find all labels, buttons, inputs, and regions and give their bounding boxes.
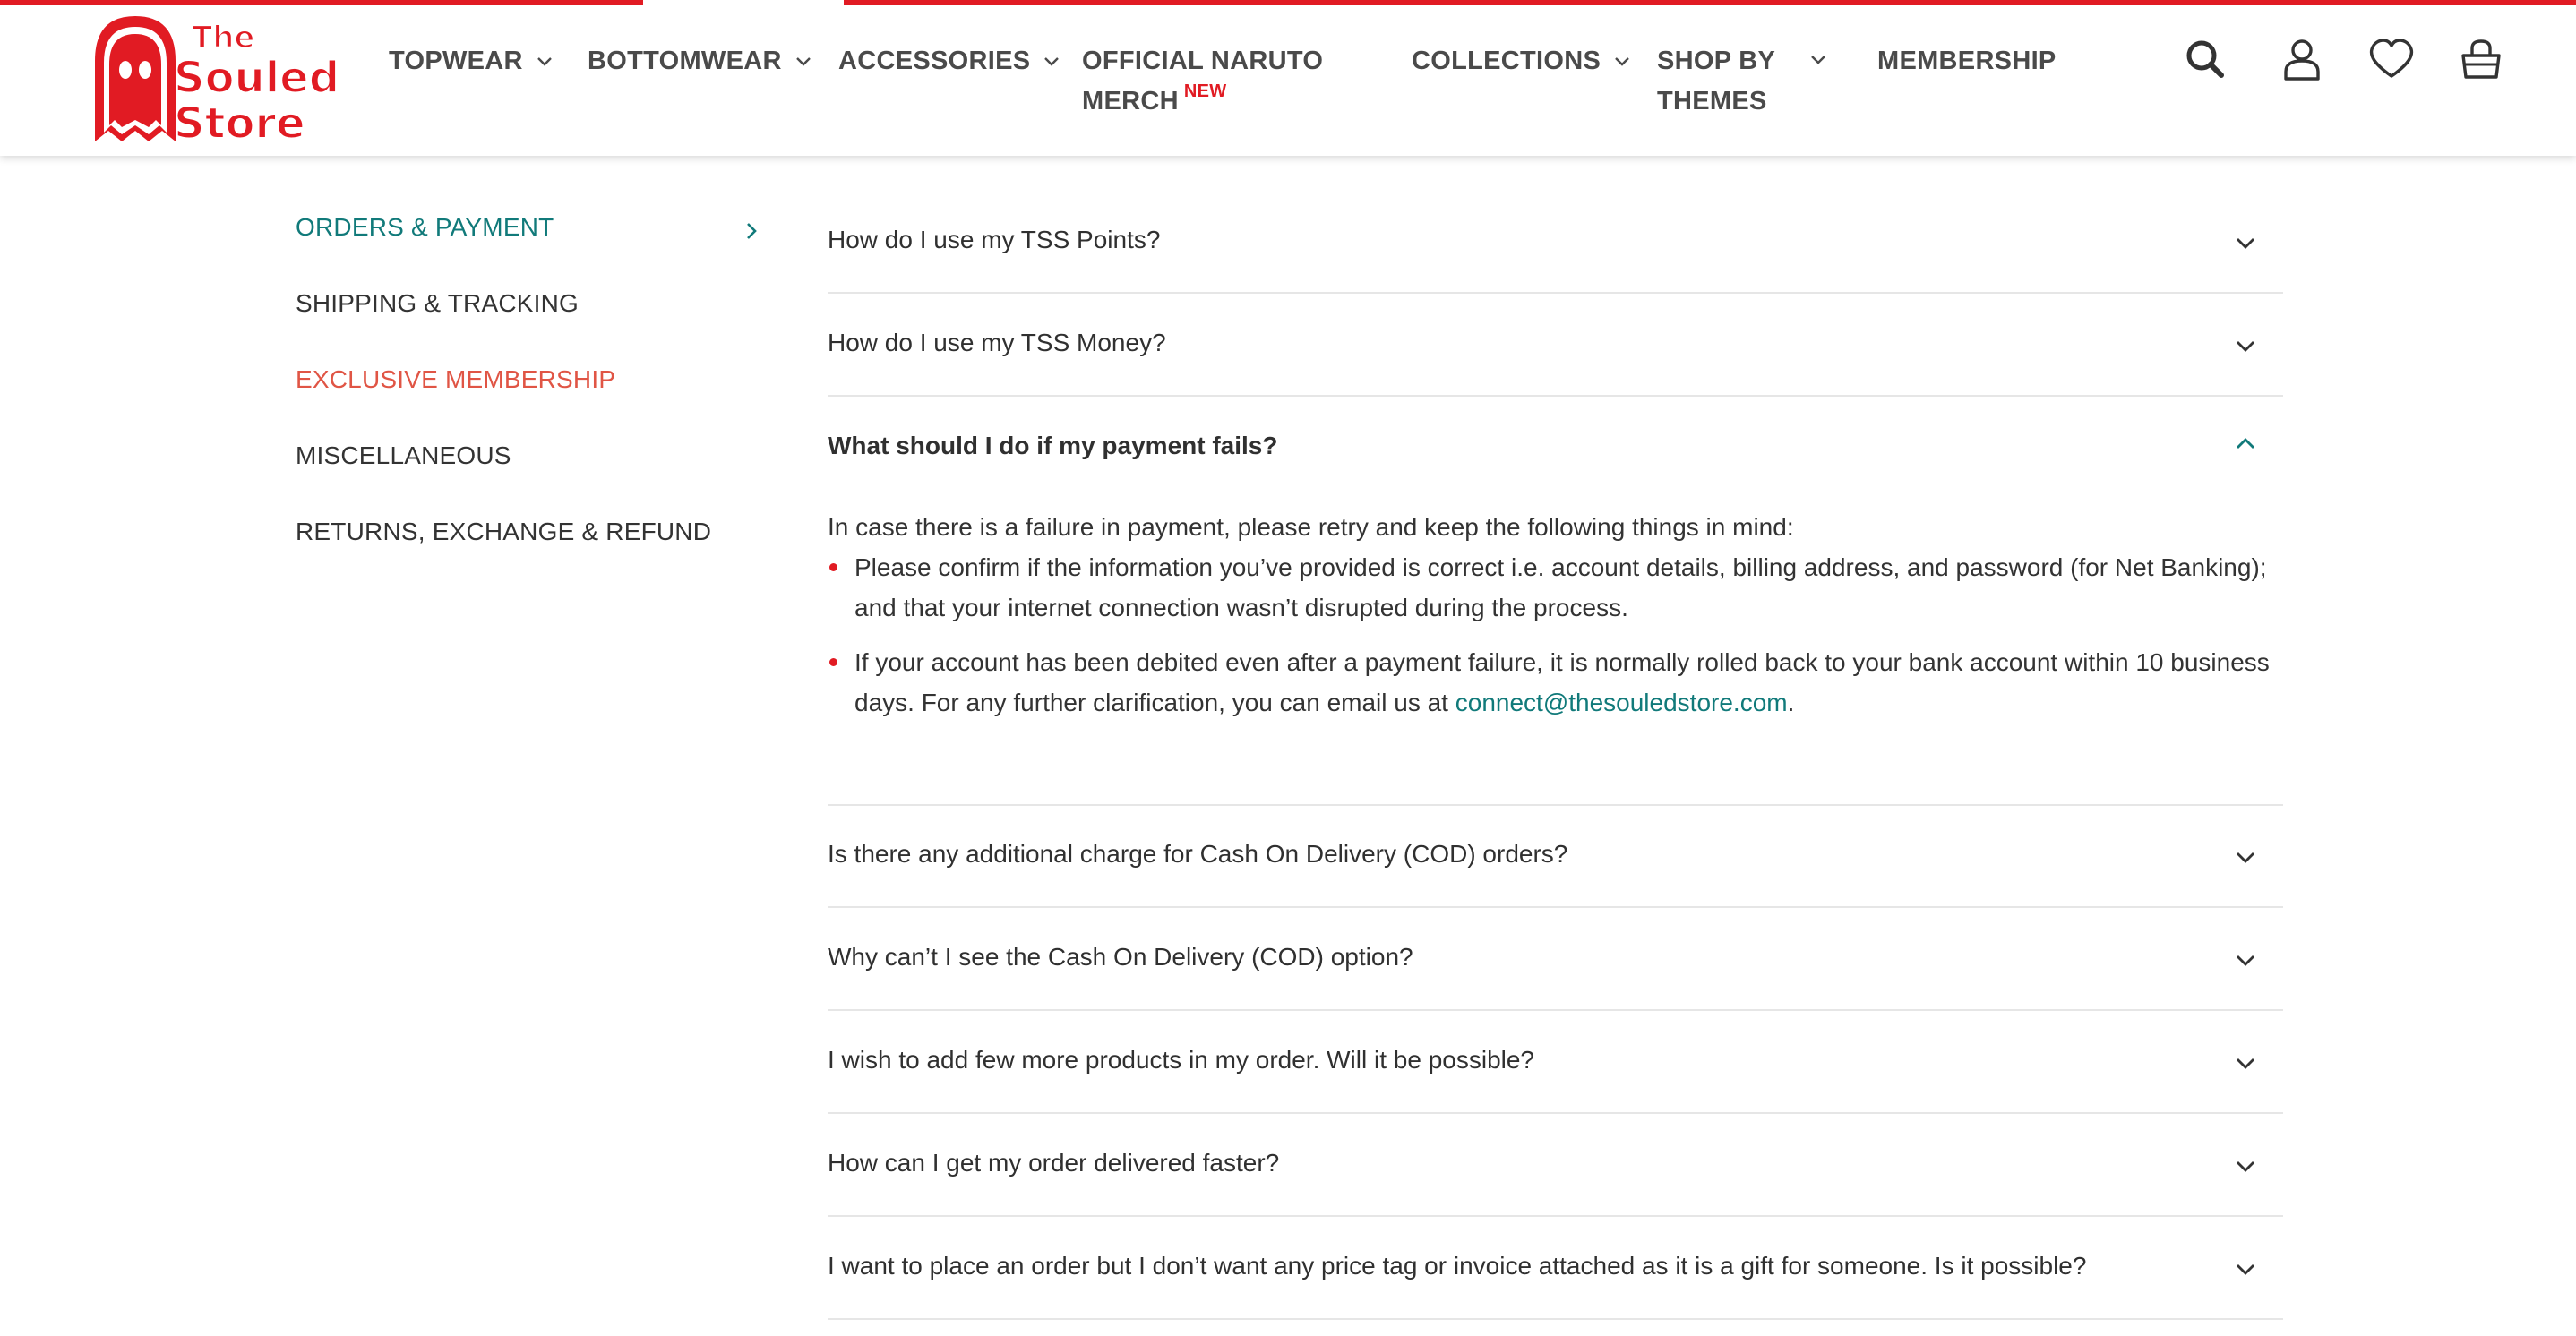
chevron-down-icon[interactable] <box>2234 338 2257 355</box>
nav-topwear-label: TOPWEAR <box>389 47 523 75</box>
faq-divider <box>828 1318 2283 1320</box>
svg-text:The: The <box>192 20 255 56</box>
chevron-down-icon[interactable] <box>2234 1159 2257 1175</box>
support-email-link[interactable]: connect@thesouledstore.com <box>1455 689 1788 716</box>
faq-answer <box>828 507 2288 737</box>
faq-divider <box>828 1112 2283 1114</box>
answer-bullet <box>828 547 2288 628</box>
nav-naruto-line2: MERCH <box>1082 87 1179 116</box>
chevron-down-icon[interactable] <box>2234 236 2257 252</box>
faq-question[interactable]: Is there any additional charge for Cash On Delivery (COD) orders? <box>828 840 1568 868</box>
new-badge: NEW <box>1183 81 1227 101</box>
user-icon[interactable] <box>2277 34 2327 84</box>
answer-intro: In case there is a failure in payment, please retry and keep the following things in mind: <box>828 513 1794 541</box>
faq-question[interactable]: Why can’t I see the Cash On Delivery (COD) option? <box>828 943 1413 971</box>
svg-text:Store: Store <box>174 98 305 149</box>
sidebar-item-orders-payment[interactable]: ORDERS & PAYMENT <box>296 213 554 241</box>
faq-divider <box>828 1009 2283 1011</box>
answer-bullet-text: If your account has been debited even after a payment failure, it is normally rolled back to your bank account within 10 business days. For any further clarification, you can email us at <box>854 648 2270 716</box>
chevron-up-icon[interactable] <box>2234 435 2257 451</box>
top-accent-bar <box>844 0 2576 5</box>
sidebar-item-shipping-tracking[interactable]: SHIPPING & TRACKING <box>296 289 580 317</box>
faq-question[interactable]: How do I use my TSS Money? <box>828 329 1166 356</box>
faq-question-open[interactable]: What should I do if my payment fails? <box>828 432 1278 459</box>
chevron-down-icon <box>536 56 554 68</box>
bullet-dot <box>829 658 837 666</box>
faq-question[interactable]: How do I use my TSS Points? <box>828 226 1161 253</box>
bag-icon[interactable] <box>2456 34 2506 84</box>
chevron-right-icon <box>743 220 760 242</box>
nav-membership[interactable] <box>1877 41 2057 81</box>
nav-accessories[interactable] <box>838 41 1060 81</box>
chevron-down-icon[interactable] <box>2234 1262 2257 1278</box>
faq-question[interactable]: I want to place an order but I don’t want any price tag or invoice attached as it is a gift for someone. Is it possible? <box>828 1252 2087 1280</box>
faq-divider <box>828 292 2283 294</box>
nav-bottomwear[interactable] <box>588 41 812 81</box>
nav-accessories-label: ACCESSORIES <box>838 47 1031 75</box>
chevron-down-icon[interactable] <box>1809 54 1827 66</box>
sidebar-item-miscellaneous[interactable]: MISCELLANEOUS <box>296 441 511 469</box>
nav-membership-label: MEMBERSHIP <box>1877 47 2057 75</box>
faq-question[interactable]: How can I get my order delivered faster? <box>828 1149 1280 1177</box>
answer-bullets <box>828 547 2288 723</box>
nav-themes-line1: SHOP BY <box>1657 47 1776 75</box>
answer-bullet <box>828 642 2288 723</box>
faq-divider <box>828 804 2283 806</box>
sidebar-item-returns-exchange-refund[interactable]: RETURNS, EXCHANGE & REFUND <box>296 518 712 545</box>
brand-logo[interactable] <box>86 7 340 150</box>
chevron-down-icon[interactable] <box>2234 953 2257 969</box>
sidebar-item-exclusive-membership[interactable]: EXCLUSIVE MEMBERSHIP <box>296 365 616 393</box>
svg-text:Souled: Souled <box>174 53 340 103</box>
answer-bullet-text: Please confirm if the information you’ve provided is correct i.e. account details, billing address, and password (for Net Banking); and that your internet connection wasn’t disrupted during the process. <box>854 553 2267 621</box>
heart-icon[interactable] <box>2366 34 2417 84</box>
site-header <box>0 0 2576 156</box>
chevron-down-icon[interactable] <box>2234 1056 2257 1072</box>
faq-question[interactable]: I wish to add few more products in my order. Will it be possible? <box>828 1046 1535 1074</box>
faq-divider <box>828 1215 2283 1217</box>
nav-shop-by-themes[interactable] <box>1657 41 1775 122</box>
faq-divider <box>828 906 2283 908</box>
nav-collections[interactable] <box>1412 41 1631 81</box>
faq-divider <box>828 395 2283 397</box>
souled-store-logo-graphic <box>86 7 340 150</box>
nav-topwear[interactable] <box>389 41 554 81</box>
bullet-dot <box>829 563 837 571</box>
nav-naruto-merch[interactable] <box>1082 41 1323 124</box>
nav-naruto-line1: OFFICIAL NARUTO <box>1082 47 1324 75</box>
top-accent-bar <box>0 0 643 5</box>
search-icon[interactable] <box>2180 34 2230 84</box>
nav-bottomwear-label: BOTTOMWEAR <box>588 47 782 75</box>
answer-bullet-end: . <box>1787 689 1795 716</box>
chevron-down-icon[interactable] <box>2234 850 2257 866</box>
nav-themes-line2: THEMES <box>1657 87 1767 116</box>
chevron-down-icon <box>1613 56 1631 68</box>
chevron-down-icon <box>794 56 812 68</box>
chevron-down-icon <box>1043 56 1060 68</box>
nav-collections-label: COLLECTIONS <box>1412 47 1601 75</box>
